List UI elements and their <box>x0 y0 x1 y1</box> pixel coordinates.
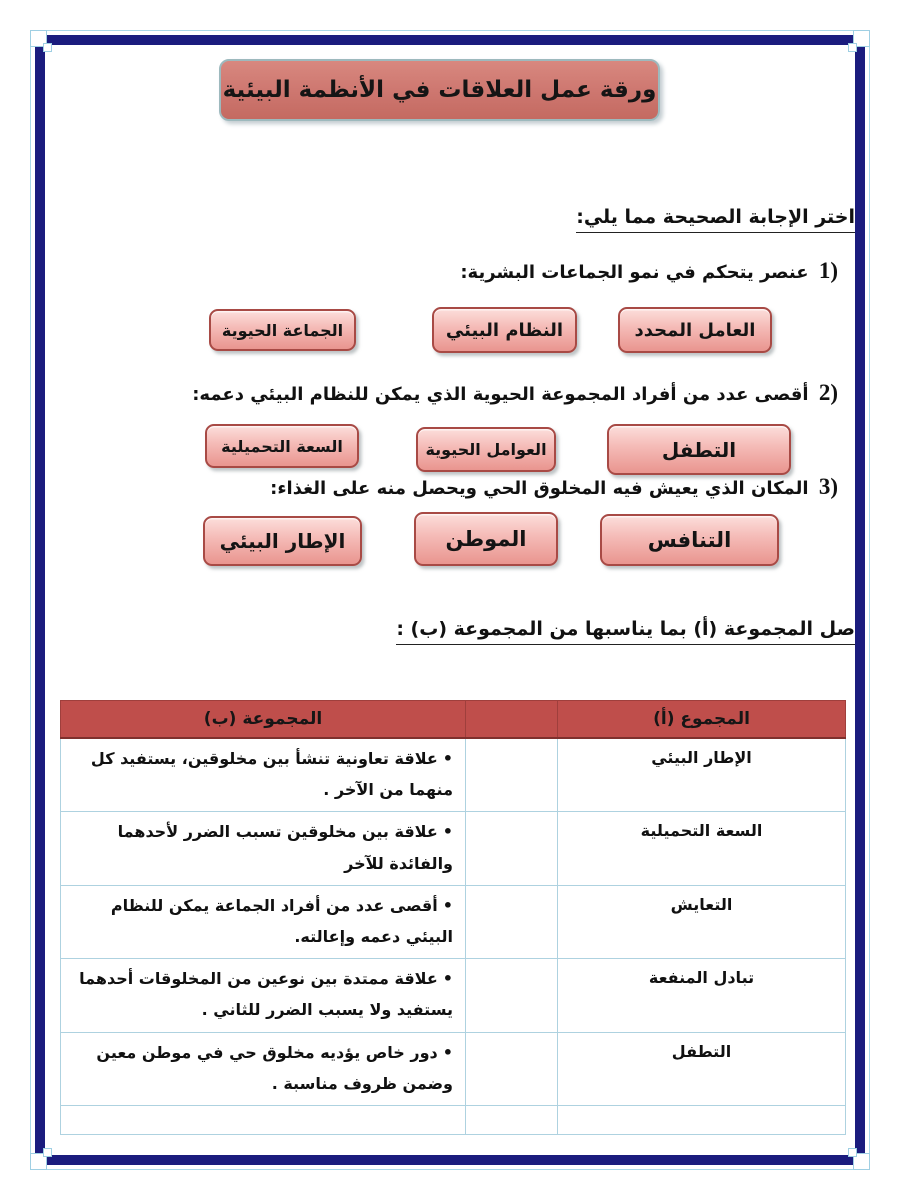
question-3 <box>270 474 838 500</box>
answer-column-header <box>466 701 558 739</box>
worksheet-title-banner <box>219 59 660 121</box>
border-corner-ornament <box>30 1153 47 1170</box>
term-commensalism-host: التعايش <box>558 885 846 958</box>
term-niche: الإطار البيئي <box>558 738 846 812</box>
worksheet-title: ورقة عمل العلاقات في الأنظمة البيئية <box>222 77 657 103</box>
definition-commensalism <box>61 959 466 1032</box>
option-q2-biotic-factors[interactable]: العوامل الحيوية <box>416 427 556 472</box>
option-q3-habitat[interactable]: الموطن <box>414 512 558 566</box>
empty-cell <box>558 1105 846 1134</box>
bullet-icon: • <box>442 822 453 842</box>
bullet-icon: • <box>442 1042 453 1062</box>
question-1 <box>460 258 838 284</box>
option-q1-population[interactable]: الجماعة الحيوية <box>209 309 356 351</box>
option-q1-limiting-factor[interactable]: العامل المحدد <box>618 307 772 353</box>
bullet-icon: • <box>442 749 453 768</box>
table-row <box>61 812 846 885</box>
term-carrying-capacity: السعة التحميلية <box>558 812 846 885</box>
definition-text: دور خاص يؤديه مخلوق حي في موطن معين وضمن ظروف مناسبة . <box>96 1042 453 1093</box>
answer-cell[interactable] <box>466 1032 558 1105</box>
question-2-text: أقصى عدد من أفراد المجموعة الحيوية الذي يمكن للنظام البيئي دعمه: <box>192 384 809 405</box>
answer-cell[interactable] <box>466 885 558 958</box>
border-corner-ornament <box>853 1153 870 1170</box>
answer-cell[interactable] <box>466 738 558 812</box>
question-3-text: المكان الذي يعيش فيه المخلوق الحي ويحصل منه على الغذاء: <box>270 478 809 499</box>
empty-cell <box>61 1105 466 1134</box>
answer-cell[interactable] <box>466 959 558 1032</box>
definition-niche <box>61 1032 466 1105</box>
definition-text: علاقة ممتدة بين نوعين من المخلوقات أحدهما يستفيد ولا يسبب الضرر للثاني . <box>79 969 453 1020</box>
empty-cell <box>466 1105 558 1134</box>
option-q2-parasitism[interactable]: التطفل <box>607 424 791 475</box>
matching-table-header-row <box>61 701 846 739</box>
definition-mutualism <box>61 738 466 812</box>
option-q2-carrying-capacity[interactable]: السعة التحميلية <box>205 424 359 468</box>
question-1-text: عنصر يتحكم في نمو الجماعات البشرية: <box>460 262 809 283</box>
matching-instruction: صل المجموعة (أ) بما يناسبها من المجموعة (ب) : <box>396 618 855 645</box>
question-1-number: 1) <box>818 258 838 283</box>
column-b-header: المجموعة (ب) <box>61 701 466 739</box>
border-corner-ornament <box>853 30 870 47</box>
definition-text: علاقة تعاونية تنشأ بين مخلوقين، يستفيد كل منهما من الآخر . <box>90 749 453 800</box>
table-row <box>61 738 846 812</box>
bullet-icon: • <box>442 895 453 915</box>
question-2-number: 2) <box>818 380 838 405</box>
question-3-number: 3) <box>818 474 838 499</box>
definition-parasitism <box>61 812 466 885</box>
definition-carrying-capacity <box>61 885 466 958</box>
definition-text: علاقة بين مخلوقين تسبب الضرر لأحدهما والفائدة للآخر <box>117 822 453 873</box>
table-row-empty <box>61 1105 846 1134</box>
table-row <box>61 959 846 1032</box>
border-corner-ornament <box>30 30 47 47</box>
option-q1-ecosystem[interactable]: النظام البيئي <box>432 307 577 353</box>
bullet-icon: • <box>442 969 453 989</box>
matching-table <box>60 700 846 1135</box>
question-2 <box>192 380 838 406</box>
option-q3-competition[interactable]: التنافس <box>600 514 779 566</box>
table-row <box>61 1032 846 1105</box>
term-mutualism: تبادل المنفعة <box>558 959 846 1032</box>
table-row <box>61 885 846 958</box>
mcq-instruction: اختر الإجابة الصحيحة مما يلي: <box>576 206 855 233</box>
definition-text: أقصى عدد من أفراد الجماعة يمكن للنظام البيئي دعمه وإعالته. <box>110 895 453 946</box>
column-a-header: المجموع (أ) <box>558 701 846 739</box>
answer-cell[interactable] <box>466 812 558 885</box>
option-q3-niche[interactable]: الإطار البيئي <box>203 516 362 566</box>
term-parasitism: التطفل <box>558 1032 846 1105</box>
